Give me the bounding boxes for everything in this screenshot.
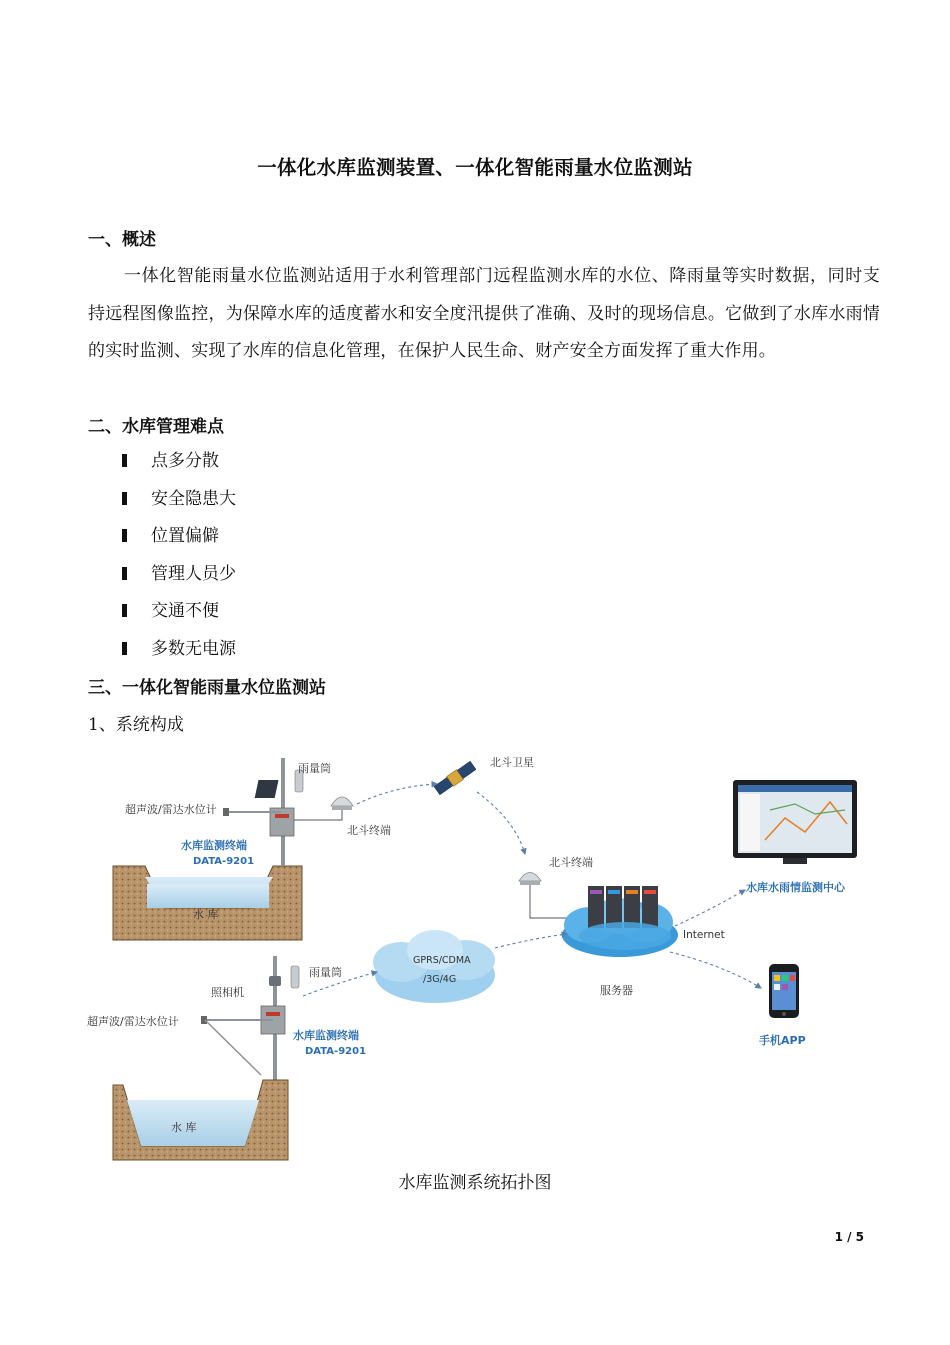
reservoir-label-bottom: 水 库 bbox=[171, 1121, 197, 1134]
list-item-text: 点多分散 bbox=[151, 451, 219, 471]
rain-gauge-icon bbox=[291, 966, 299, 988]
bullet-marker bbox=[122, 492, 127, 505]
beidou-terminal-label-top: 北斗终端 bbox=[347, 824, 391, 837]
bullet-marker bbox=[122, 642, 127, 655]
monitor-icon bbox=[733, 780, 857, 864]
section-heading-difficulties: 二、水库管理难点 bbox=[88, 417, 224, 437]
server-label: 服务器 bbox=[600, 984, 633, 997]
terminal-label-bottom: 水库监测终端 bbox=[293, 1029, 359, 1042]
link-server-app bbox=[670, 952, 761, 988]
list-item bbox=[122, 443, 236, 481]
solar-panel-icon bbox=[255, 780, 279, 798]
camera-icon bbox=[269, 976, 281, 986]
list-item-text: 管理人员少 bbox=[151, 563, 236, 584]
link-terminal-satellite bbox=[357, 784, 437, 804]
level-sensor-label-bottom: 超声波/雷达水位计 bbox=[87, 1015, 179, 1028]
gprs-cloud-icon bbox=[373, 930, 495, 1003]
bullet-marker bbox=[122, 567, 127, 580]
list-item bbox=[122, 518, 236, 556]
list-item-text: 安全隐患大 bbox=[151, 488, 236, 509]
list-item bbox=[122, 593, 236, 631]
reservoir-label-top: 水 库 bbox=[193, 908, 219, 921]
reservoir-bottom bbox=[113, 1080, 288, 1160]
rain-gauge-label-bottom: 雨量筒 bbox=[309, 966, 342, 979]
satellite-label: 北斗卫星 bbox=[490, 756, 534, 769]
beidou-terminal-icon-top bbox=[294, 797, 353, 820]
bullet-marker bbox=[122, 529, 127, 542]
network-label: GPRS/CDMA bbox=[413, 955, 471, 966]
bullet-marker bbox=[122, 454, 127, 467]
terminal-model-top: DATA-9201 bbox=[193, 856, 255, 867]
list-item-text: 多数无电源 bbox=[151, 638, 236, 659]
list-item bbox=[122, 556, 236, 594]
document-title: 一体化水库监测装置、一体化智能雨量水位监测站 bbox=[257, 156, 693, 179]
link-server-center bbox=[675, 890, 745, 926]
page-number: 1 / 5 bbox=[834, 1230, 864, 1244]
section-heading-overview: 一、概述 bbox=[88, 230, 156, 250]
terminal-model-bottom: DATA-9201 bbox=[305, 1046, 367, 1057]
server-icon bbox=[562, 886, 678, 957]
beidou-terminal-icon-server bbox=[519, 873, 573, 919]
level-sensor-icon bbox=[223, 808, 229, 816]
difficulties-list bbox=[122, 443, 236, 668]
satellite-icon bbox=[434, 760, 477, 795]
rain-gauge-label-top: 雨量筒 bbox=[298, 762, 331, 775]
level-sensor-label-top: 超声波/雷达水位计 bbox=[125, 803, 217, 816]
internet-label: Internet bbox=[683, 929, 725, 941]
reservoir-top bbox=[113, 866, 302, 940]
monitoring-pole-bottom bbox=[201, 956, 299, 1080]
network-label-2: /3G/4G bbox=[423, 974, 457, 985]
link-cloud-server bbox=[495, 934, 567, 948]
beidou-terminal-label-server: 北斗终端 bbox=[549, 856, 593, 869]
phone-icon bbox=[769, 964, 799, 1018]
link-satellite-terminal bbox=[477, 792, 525, 854]
terminal-label-top: 水库监测终端 bbox=[181, 839, 247, 852]
topology-diagram bbox=[85, 740, 875, 1165]
subsection-system-composition: 1、系统构成 bbox=[88, 715, 184, 735]
list-item bbox=[122, 631, 236, 669]
list-item bbox=[122, 481, 236, 519]
list-item-text: 位置偏僻 bbox=[151, 526, 219, 546]
list-item-text: 交通不便 bbox=[151, 601, 219, 621]
mobile-app-label: 手机APP bbox=[759, 1034, 806, 1047]
level-sensor-icon bbox=[201, 1016, 207, 1024]
monitoring-center-label: 水库水雨情监测中心 bbox=[746, 881, 845, 894]
overview-paragraph: 一体化智能雨量水位监测站适用于水利管理部门远程监测水库的水位、降雨量等实时数据，同时支持远程图像监控，为保障水库的适度蓄水和安全度汛提供了准确、及时的现场信息。它做到了水库水雨情的实时监测、实现了水库的信息化管理，在保护人民生命、财产安全方面发挥了重大作用。 bbox=[88, 266, 880, 361]
section-heading-station: 三、一体化智能雨量水位监测站 bbox=[88, 678, 326, 698]
camera-label: 照相机 bbox=[211, 986, 244, 999]
diagram-caption: 水库监测系统拓扑图 bbox=[398, 1173, 552, 1193]
bullet-marker bbox=[122, 604, 127, 617]
